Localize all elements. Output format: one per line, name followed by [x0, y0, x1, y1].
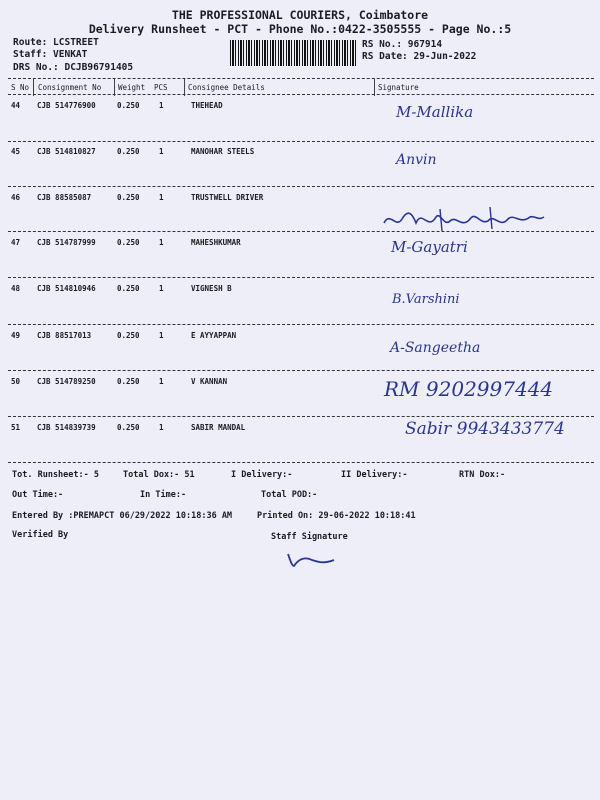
row-sno: 45 [11, 147, 21, 156]
total-runsheet: Tot. Runsheet:- 5 [12, 470, 99, 480]
row-pcs: 1 [159, 284, 164, 293]
row-sno: 48 [11, 284, 21, 293]
document-title: THE PROFESSIONAL COURIERS, Coimbatore [171, 8, 429, 22]
row-weight: 0.250 [117, 193, 140, 202]
table-row [8, 325, 594, 371]
i-delivery: I Delivery:- [231, 470, 293, 480]
row-signature-scrawl [380, 205, 550, 233]
row-consignee: VIGNESH B [191, 284, 232, 293]
document-subtitle: Delivery Runsheet - PCT - Phone No.:0422-3505555 - Page No.:5 [88, 22, 512, 36]
row-weight: 0.250 [117, 331, 140, 340]
row-pcs: 1 [159, 423, 164, 432]
row-signature: RM 9202997444 [384, 377, 554, 401]
staff-signature-label: Staff Signature [271, 532, 348, 542]
row-consignment-no: CJB 88585087 [37, 193, 92, 202]
row-weight: 0.250 [117, 101, 140, 110]
row-pcs: 1 [159, 377, 164, 386]
row-sno: 46 [11, 193, 21, 202]
table-row [8, 232, 594, 278]
row-weight: 0.250 [117, 377, 140, 386]
col-weight: Weight [118, 83, 146, 92]
row-sno: 50 [11, 377, 21, 386]
verified-by: Verified By [12, 530, 69, 540]
row-sno: 49 [11, 331, 21, 340]
row-weight: 0.250 [117, 238, 140, 247]
row-signature: A-Sangeetha [390, 340, 481, 356]
row-signature: Sabir 9943433774 [405, 419, 565, 439]
total-dox: Total Dox:- 51 [123, 470, 195, 480]
rs-date: RS Date: 29-Jun-2022 [362, 51, 477, 62]
in-time: In Time:- [140, 490, 187, 500]
row-pcs: 1 [159, 331, 164, 340]
row-weight: 0.250 [117, 284, 140, 293]
row-signature: Anvin [396, 152, 437, 168]
row-pcs: 1 [159, 147, 164, 156]
row-weight: 0.250 [117, 147, 140, 156]
row-consignee: V KANNAN [191, 377, 228, 386]
row-consignment-no: CJB 88517013 [37, 331, 92, 340]
drs-number: DRS No.: DCJB96791405 [13, 62, 134, 73]
col-consignee-details: Consignee Details [188, 83, 265, 92]
rs-number: RS No.: 967914 [362, 39, 443, 50]
row-consignee: TRUSTWELL DRIVER [191, 193, 264, 202]
out-time: Out Time:- [12, 490, 64, 500]
table-bottom-rule [8, 462, 594, 463]
table-row [8, 417, 594, 463]
row-consignment-no: CJB 514810827 [37, 147, 96, 156]
row-consignee: MANOHAR STEELS [191, 147, 255, 156]
row-consignment-no: CJB 514776900 [37, 101, 96, 110]
staff-signature-scrawl [284, 546, 344, 572]
barcode [230, 40, 357, 66]
table-row [8, 371, 594, 417]
row-sno: 51 [11, 423, 21, 432]
rtn-dox: RTN Dox:- [459, 470, 506, 480]
table-row [8, 95, 594, 141]
row-pcs: 1 [159, 193, 164, 202]
row-consignee: SABIR MANDAL [191, 423, 246, 432]
route-label: Route: LCSTREET [13, 37, 99, 48]
table-row [8, 142, 594, 188]
row-signature: M-Mallika [396, 103, 474, 121]
table-row [8, 187, 594, 233]
col-sno: S No [11, 83, 30, 92]
row-consignment-no: CJB 514839739 [37, 423, 96, 432]
row-pcs: 1 [159, 101, 164, 110]
row-sno: 44 [11, 101, 21, 110]
staff-label: Staff: VENKAT [13, 49, 88, 60]
row-consignee: MAHESHKUMAR [191, 238, 241, 247]
row-consignee: THEHEAD [191, 101, 223, 110]
entered-by: Entered By :PREMAPCT 06/29/2022 10:18:36 AM [12, 511, 233, 521]
row-consignment-no: CJB 514789250 [37, 377, 96, 386]
ii-delivery: II Delivery:- [341, 470, 408, 480]
total-pod: Total POD:- [261, 490, 318, 500]
col-consignment-no: Consignment No [38, 83, 102, 92]
row-pcs: 1 [159, 238, 164, 247]
row-consignment-no: CJB 514810946 [37, 284, 96, 293]
row-sno: 47 [11, 238, 21, 247]
row-signature: M-Gayatri [391, 238, 468, 256]
row-consignment-no: CJB 514787999 [37, 238, 96, 247]
table-row [8, 278, 594, 324]
printed-on: Printed On: 29-06-2022 10:18:41 [257, 511, 416, 521]
row-weight: 0.250 [117, 423, 140, 432]
row-consignee: E AYYAPPAN [191, 331, 237, 340]
row-signature: B.Varshini [392, 292, 460, 307]
col-pcs: PCS [154, 83, 168, 92]
col-signature: Signature [378, 83, 419, 92]
